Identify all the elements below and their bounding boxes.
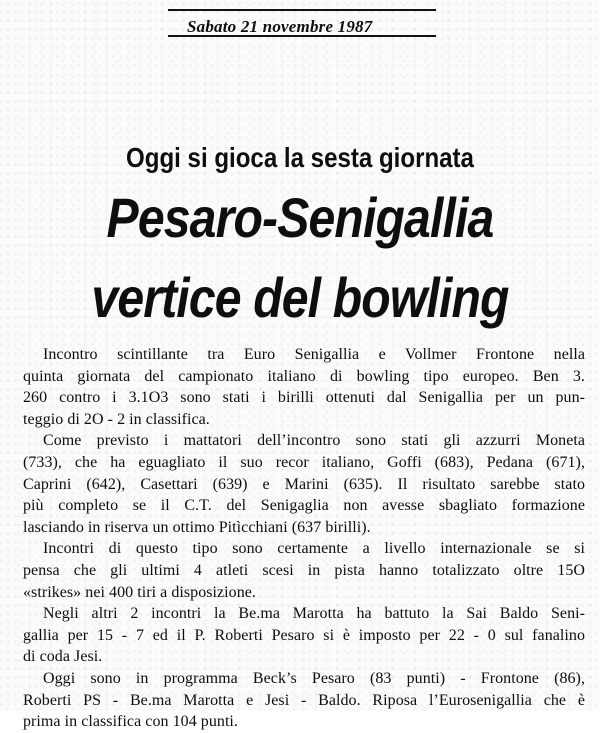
article-line: Incontri di questo tipo sono certamente a livello internazionale se si xyxy=(43,540,585,558)
article-line: (733), che ha eguagliato il suo recor italiano, Goffi (683), Pedana (671), xyxy=(23,453,585,471)
headline-line-2: vertice del bowling xyxy=(91,266,509,329)
article-line: Incontro scintillante tra Euro Senigallia e Vollmer Frontone nella xyxy=(43,346,585,363)
article-line: pensa che gli ultimi 4 atleti scesi in pista hanno totalizzato oltre 15O xyxy=(23,561,585,579)
article-line: Oggi sono in programma Beck’s Pesaro (83 punti) - Frontone (86), xyxy=(43,669,585,687)
article-line: Negli altri 2 incontri la Be.ma Marotta ha battuto la Sai Baldo Seni- xyxy=(43,605,585,623)
article-line: di coda Jesi. xyxy=(23,648,103,666)
headline-line-1: Pesaro-Senigallia xyxy=(106,186,494,249)
publication-date: Sabato 21 novembre 1987 xyxy=(187,17,373,36)
article-line: gallia per 15 - 7 ed il P. Roberti Pesaro si è imposto per 22 - 0 sul fanalino xyxy=(23,626,585,644)
article-line: Caprini (642), Casettari (639) e Marini (635). Il risultato sarebbe stato xyxy=(23,475,585,493)
article-line: lasciando in riserva un ottimo Pitìcchiani (637 birilli). xyxy=(23,518,371,536)
article-line: Come previsto i mattatori dell’incontro sono stati gli azzurri Moneta xyxy=(43,432,585,450)
article-line: teggio di 2O - 2 in classifica. xyxy=(23,410,210,428)
article-line: «strikes» nei 400 tiri a disposizione. xyxy=(23,583,256,601)
article-line: 260 contro i 3.1O3 sono stati i birilli ottenuti dal Senigallia per un pun- xyxy=(23,389,585,407)
article-line: più completo se il C.T. del Senigaglia non avesse sbagliato formazione xyxy=(23,497,585,515)
article-line: quinta giornata del campionato italiano di bowling tipo europeo. Ben 3. xyxy=(23,367,585,385)
article-line: prima in classifica con 104 punti. xyxy=(23,713,238,731)
article-body xyxy=(23,344,585,733)
article-kicker: Oggi si gioca la sesta giornata xyxy=(126,142,474,173)
article-line: Roberti PS - Be.ma Marotta e Jesi - Baldo. Riposa l’Eurosenigallia che è xyxy=(23,691,585,709)
